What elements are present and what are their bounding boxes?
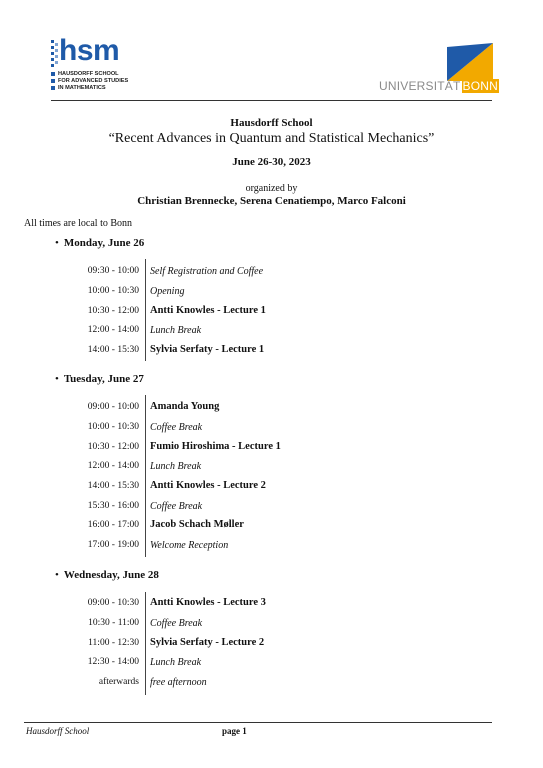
- time-slot: 10:00 - 10:30: [87, 422, 139, 432]
- time-slot: 14:00 - 15:30: [87, 345, 139, 355]
- time-slot: afterwards: [98, 677, 139, 687]
- schedule-event: Coffee Break: [150, 501, 203, 512]
- school-name: Hausdorff School: [230, 117, 313, 129]
- schedule-event: Lunch Break: [150, 657, 202, 668]
- bonn-wordmark: UNIVERSITÄT BONN: [379, 79, 499, 93]
- time-slot: 10:30 - 12:00: [87, 306, 139, 316]
- time-slot: 16:00 - 17:00: [87, 520, 139, 530]
- schedule-event: Sylvia Serfaty - Lecture 2: [150, 637, 265, 648]
- time-slot: 09:00 - 10:30: [87, 598, 139, 608]
- schedule-event: Antti Knowles - Lecture 3: [150, 597, 266, 608]
- schedule-event: Lunch Break: [150, 325, 202, 336]
- day-heading-wednesday: • Wednesday, June 28: [55, 569, 159, 581]
- footer-school: Hausdorff School: [26, 726, 90, 736]
- time-slot: 10:30 - 12:00: [87, 442, 139, 452]
- organized-by-label: organized by: [245, 183, 298, 194]
- schedule-event: Antti Knowles - Lecture 1: [150, 305, 266, 316]
- timezone-note: All times are local to Bonn: [24, 218, 133, 229]
- time-slot: 12:00 - 14:00: [87, 461, 139, 471]
- uni-bonn-logo: [373, 43, 499, 93]
- day-heading-tuesday: • Tuesday, June 27: [55, 373, 144, 385]
- schedule-event: Amanda Young: [150, 401, 220, 412]
- schedule-event: Antti Knowles - Lecture 2: [150, 480, 266, 491]
- time-slot: 15:30 - 16:00: [87, 501, 139, 511]
- schedule-event: Coffee Break: [150, 618, 203, 629]
- hsm-dots-icon: [51, 38, 59, 68]
- bonn-emblem-icon: [447, 43, 493, 81]
- schedule-event: Jacob Schach Møller: [150, 519, 244, 530]
- page-title: “Recent Advances in Quantum and Statistical Mechanics”: [108, 131, 435, 146]
- schedule-divider: [145, 395, 146, 557]
- schedule-divider: [145, 259, 146, 361]
- event-dates: June 26-30, 2023: [232, 156, 311, 168]
- hsm-line-2: FOR ADVANCED STUDIES: [51, 78, 128, 84]
- schedule-event: Fumio Hiroshima - Lecture 1: [150, 441, 281, 452]
- schedule-event: Lunch Break: [150, 461, 202, 472]
- time-slot: 09:30 - 10:00: [87, 266, 139, 276]
- hsm-logo: [51, 34, 161, 96]
- day-heading-monday: • Monday, June 26: [55, 237, 145, 249]
- time-slot: 12:00 - 14:00: [87, 325, 139, 335]
- page-number: page 1: [222, 726, 247, 736]
- organizers: Christian Brennecke, Serena Cenatiempo, Marco Falconi: [137, 195, 406, 207]
- hsm-line-1: HAUSDORFF SCHOOL: [51, 71, 119, 77]
- time-slot: 10:00 - 10:30: [87, 286, 139, 296]
- time-slot: 17:00 - 19:00: [87, 540, 139, 550]
- schedule-event: Opening: [150, 286, 185, 297]
- schedule-event: free afternoon: [150, 677, 207, 688]
- schedule-divider: [145, 592, 146, 695]
- schedule-event: Welcome Reception: [150, 540, 229, 551]
- time-slot: 10:30 - 11:00: [88, 618, 139, 628]
- hsm-wordmark: hsm: [59, 34, 120, 67]
- footer-divider: [24, 722, 492, 723]
- schedule-event: Coffee Break: [150, 422, 203, 433]
- time-slot: 14:00 - 15:30: [87, 481, 139, 491]
- hsm-line-3: IN MATHEMATICS: [51, 85, 106, 91]
- schedule-event: Sylvia Serfaty - Lecture 1: [150, 344, 265, 355]
- time-slot: 12:30 - 14:00: [87, 657, 139, 667]
- schedule-event: Self Registration and Coffee: [150, 266, 264, 277]
- header-divider: [51, 100, 492, 101]
- time-slot: 11:00 - 12:30: [88, 638, 139, 648]
- time-slot: 09:00 - 10:00: [87, 402, 139, 412]
